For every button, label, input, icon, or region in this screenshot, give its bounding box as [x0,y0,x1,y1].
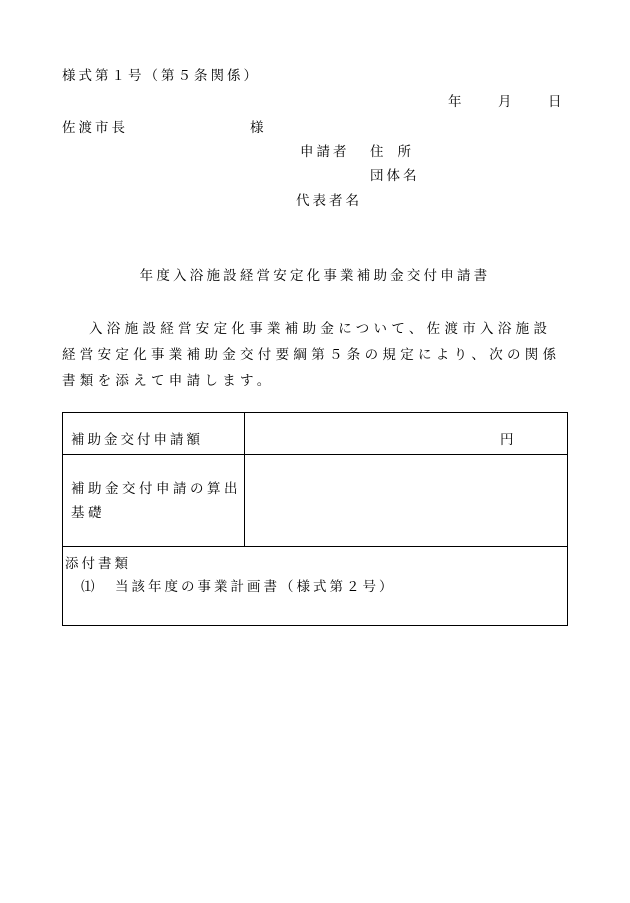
attachments-label: 添付書類 [65,556,131,572]
body-paragraph: 入浴施設経営安定化事業補助金について、佐渡市入浴施設経営安定化事業補助金交付要綱第５条の規定により、次の関係書類を添えて申請します。 [62,321,561,389]
date-year-label: 年 [448,94,465,110]
org-name-label: 団体名 [370,168,420,184]
document-title: 年度入浴施設経営安定化事業補助金交付申請書 [139,268,491,284]
table-row-divider [63,546,567,547]
form-number: 様式第１号（第５条関係） [62,68,260,84]
representative-name-label: 代表者名 [296,193,362,209]
table-column-divider [244,413,245,546]
applicant-label: 申請者 [300,144,350,160]
requested-amount-label: 補助金交付申請額 [71,432,203,448]
date-month-label: 月 [498,94,515,110]
addressee-name: 佐渡市長 [62,120,128,136]
applicant-address-label: 住所 [370,144,425,160]
yen-unit-label: 円 [500,432,517,448]
calculation-basis-label: 補助金交付申請の算出基礎 [71,481,241,521]
application-table [62,412,568,626]
addressee-suffix: 様 [250,120,267,136]
table-row-divider [63,454,567,455]
attachment-item-marker: ⑴ [81,579,98,595]
attachment-item: 当該年度の事業計画書（様式第２号） [115,579,396,595]
date-day-label: 日 [548,94,565,110]
